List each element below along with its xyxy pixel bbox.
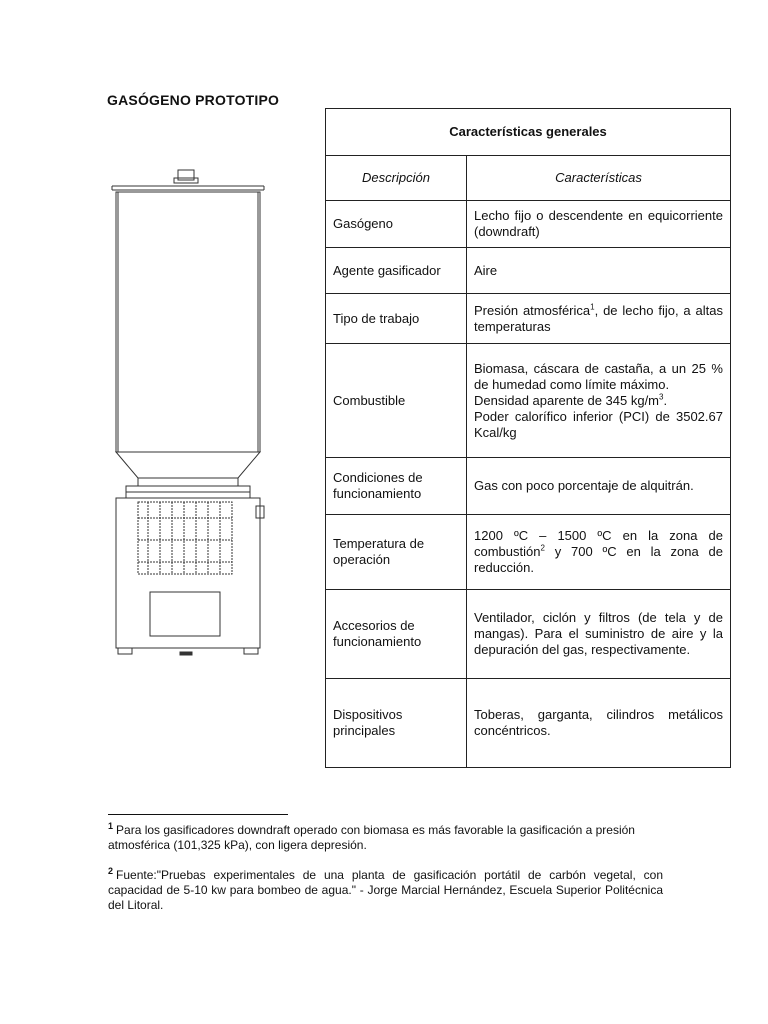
row-characteristic: Ventilador, ciclón y filtros (de tela y de mangas). Para el suministro de aire y la depuración del gas, respectivamente. (467, 590, 731, 679)
row-characteristic: 1200 ºC – 1500 ºC en la zona de combustión$^2$ y 700 ºC en la zona de reducción. (467, 515, 731, 590)
superscript: 3 (659, 392, 664, 402)
column-header-characteristics: Características (467, 156, 731, 201)
table-row (326, 248, 731, 294)
table-header-row (326, 109, 731, 156)
char-line: Densidad aparente de 345 $kg/m^3$. (474, 392, 668, 408)
footnote-1 (108, 823, 663, 853)
footnote-text: Fuente:"Pruebas experimentales de una planta de gasificación portátil de carbón vegetal, con capacidad de 5-10 kw para bombeo de agua." - Jorge Marcial Hernández, Escuela Superior Politécnica del Litoral. (108, 868, 663, 912)
column-header-description: Descripción (326, 156, 467, 201)
hopper-body (116, 192, 260, 452)
footnote-ref: 1 (590, 302, 595, 312)
row-description: Temperatura de operación (326, 515, 467, 590)
char-line: Poder calorífico inferior (PCI) de 3502.67 Kcal/kg (474, 408, 723, 440)
table-row (326, 515, 731, 590)
ash-door (150, 592, 220, 636)
table-row (326, 344, 731, 458)
footnote-divider (108, 814, 288, 815)
table-header: Características generales (326, 109, 731, 156)
row-characteristic: Gas con poco porcentaje de alquitrán. (467, 458, 731, 515)
reactor-grid (138, 502, 232, 574)
row-description: Combustible (326, 344, 467, 458)
table-row (326, 294, 731, 344)
row-characteristic (467, 294, 731, 344)
table-row (326, 458, 731, 515)
row-characteristic: Aire (467, 248, 731, 294)
gasifier-drawing (108, 168, 268, 663)
row-characteristic: Lecho fijo o descendente en equicorriente (downdraft) (467, 201, 731, 248)
char-text: , de lecho fijo, a altas temperaturas (474, 302, 723, 334)
row-description: Dispositivos principales (326, 679, 467, 768)
row-characteristic (467, 344, 731, 458)
row-description: Agente gasificador (326, 248, 467, 294)
hopper-cone (116, 452, 260, 478)
row-description: Accesorios de funcionamiento (326, 590, 467, 679)
table-row (326, 590, 731, 679)
table-row (326, 201, 731, 248)
footnote-2 (108, 868, 663, 913)
characteristics-table (325, 108, 731, 768)
char-text: Presión atmosférica (474, 302, 591, 318)
row-description: Condiciones de funcionamiento (326, 458, 467, 515)
row-description: Gasógeno (326, 201, 467, 248)
table-row (326, 679, 731, 768)
row-characteristic: Toberas, garganta, cilindros metálicos concéntricos. (467, 679, 731, 768)
page-title: GASÓGENO PROTOTIPO (107, 92, 280, 108)
column-header-row (326, 156, 731, 201)
char-line: Biomasa, cáscara de castaña, a un 25 % de humedad como límite máximo. (474, 360, 723, 392)
throat-neck (138, 478, 238, 486)
footnote-number: 1 (108, 821, 114, 831)
footnote-text: Para los gasificadores downdraft operado con biomasa es más favorable la gasificación a presión atmosférica (101,325 kPa), con ligera depresión. (108, 823, 635, 852)
footnote-ref: 2 (540, 543, 545, 553)
row-description: Tipo de trabajo (326, 294, 467, 344)
footnote-number: 2 (108, 866, 114, 876)
